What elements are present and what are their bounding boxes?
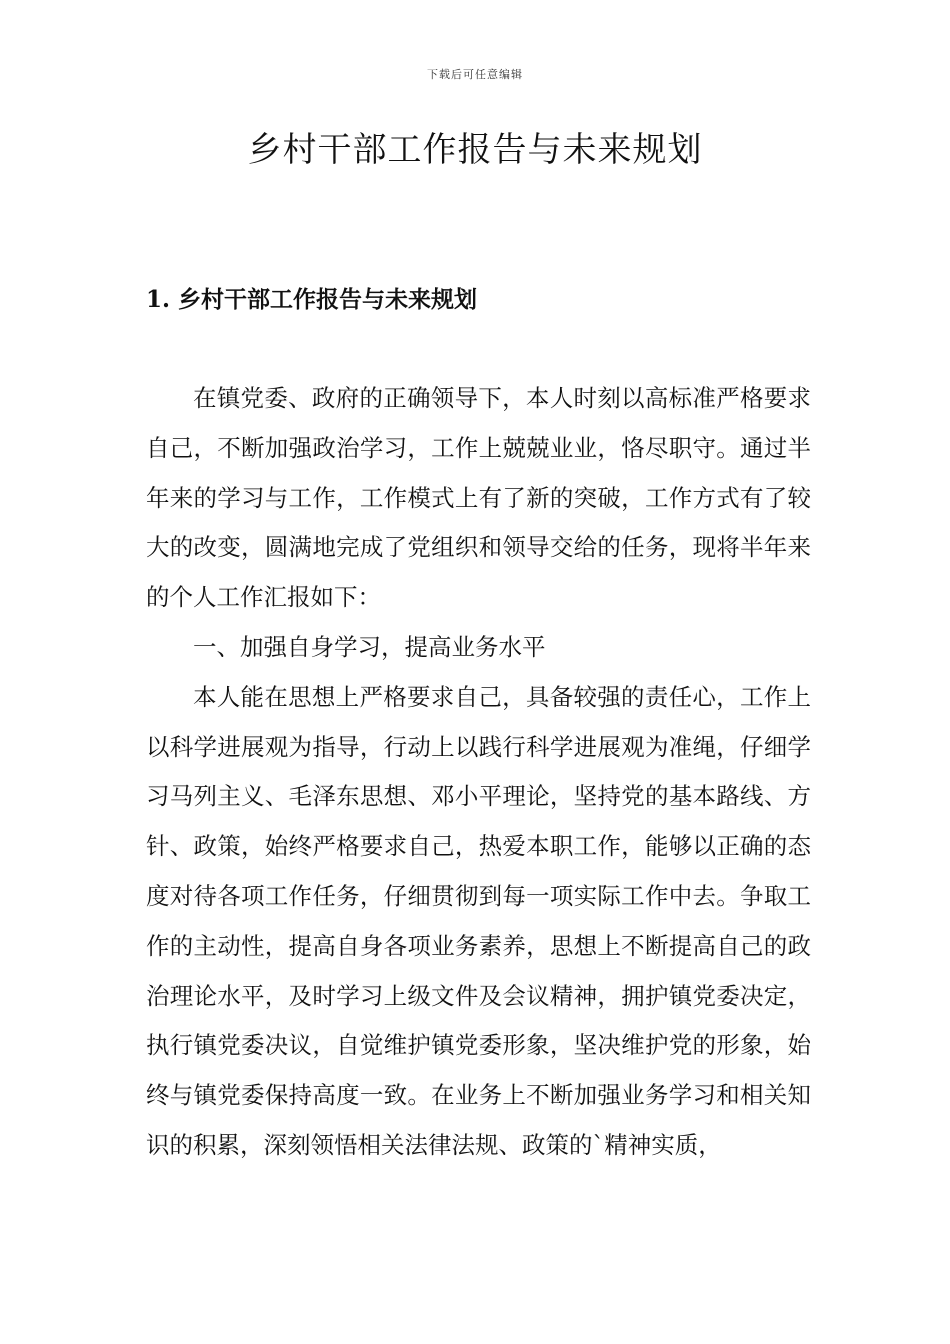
paragraph-study: 本人能在思想上严格要求自己，具备较强的责任心，工作上以科学进展观为指导，行动上以践行科学进展观为准绳，仔细学习马列主义、毛泽东思想、邓小平理论，坚持党的基本路线、方针、政策，始终严格要求自己，热爱本职工作，能够以正确的态度对待各项工作任务，仔细贯彻到每一项实际工作中去。争取工作的主动性，提高自身各项业务素养，思想上不断提高自己的政治理论水平，及时学习上级文件及会议精神，拥护镇党委决定，执行镇党委决议，自觉维护镇党委形象，坚决维护党的形象，始终与镇党委保持高度一致。在业务上不断加强业务学习和相关知识的积累，深刻领悟相关法律法规、政策的`精神实质， xyxy=(146,682,811,1159)
paragraph-subheading: 一、加强自身学习，提高业务水平 xyxy=(193,632,546,661)
body-text xyxy=(146,374,811,1171)
section-heading: 1. 乡村干部工作报告与未来规划 xyxy=(146,286,478,313)
paragraph-intro: 在镇党委、政府的正确领导下，本人时刻以高标准严格要求自己，不断加强政治学习，工作上兢兢业业，恪尽职守。通过半年来的学习与工作，工作模式上有了新的突破，工作方式有了较大的改变，圆满地完成了党组织和领导交给的任务，现将半年来的个人工作汇报如下： xyxy=(146,384,811,612)
document-title: 乡村干部工作报告与未来规划 xyxy=(247,130,703,170)
header-note: 下载后可任意编辑 xyxy=(427,68,523,81)
